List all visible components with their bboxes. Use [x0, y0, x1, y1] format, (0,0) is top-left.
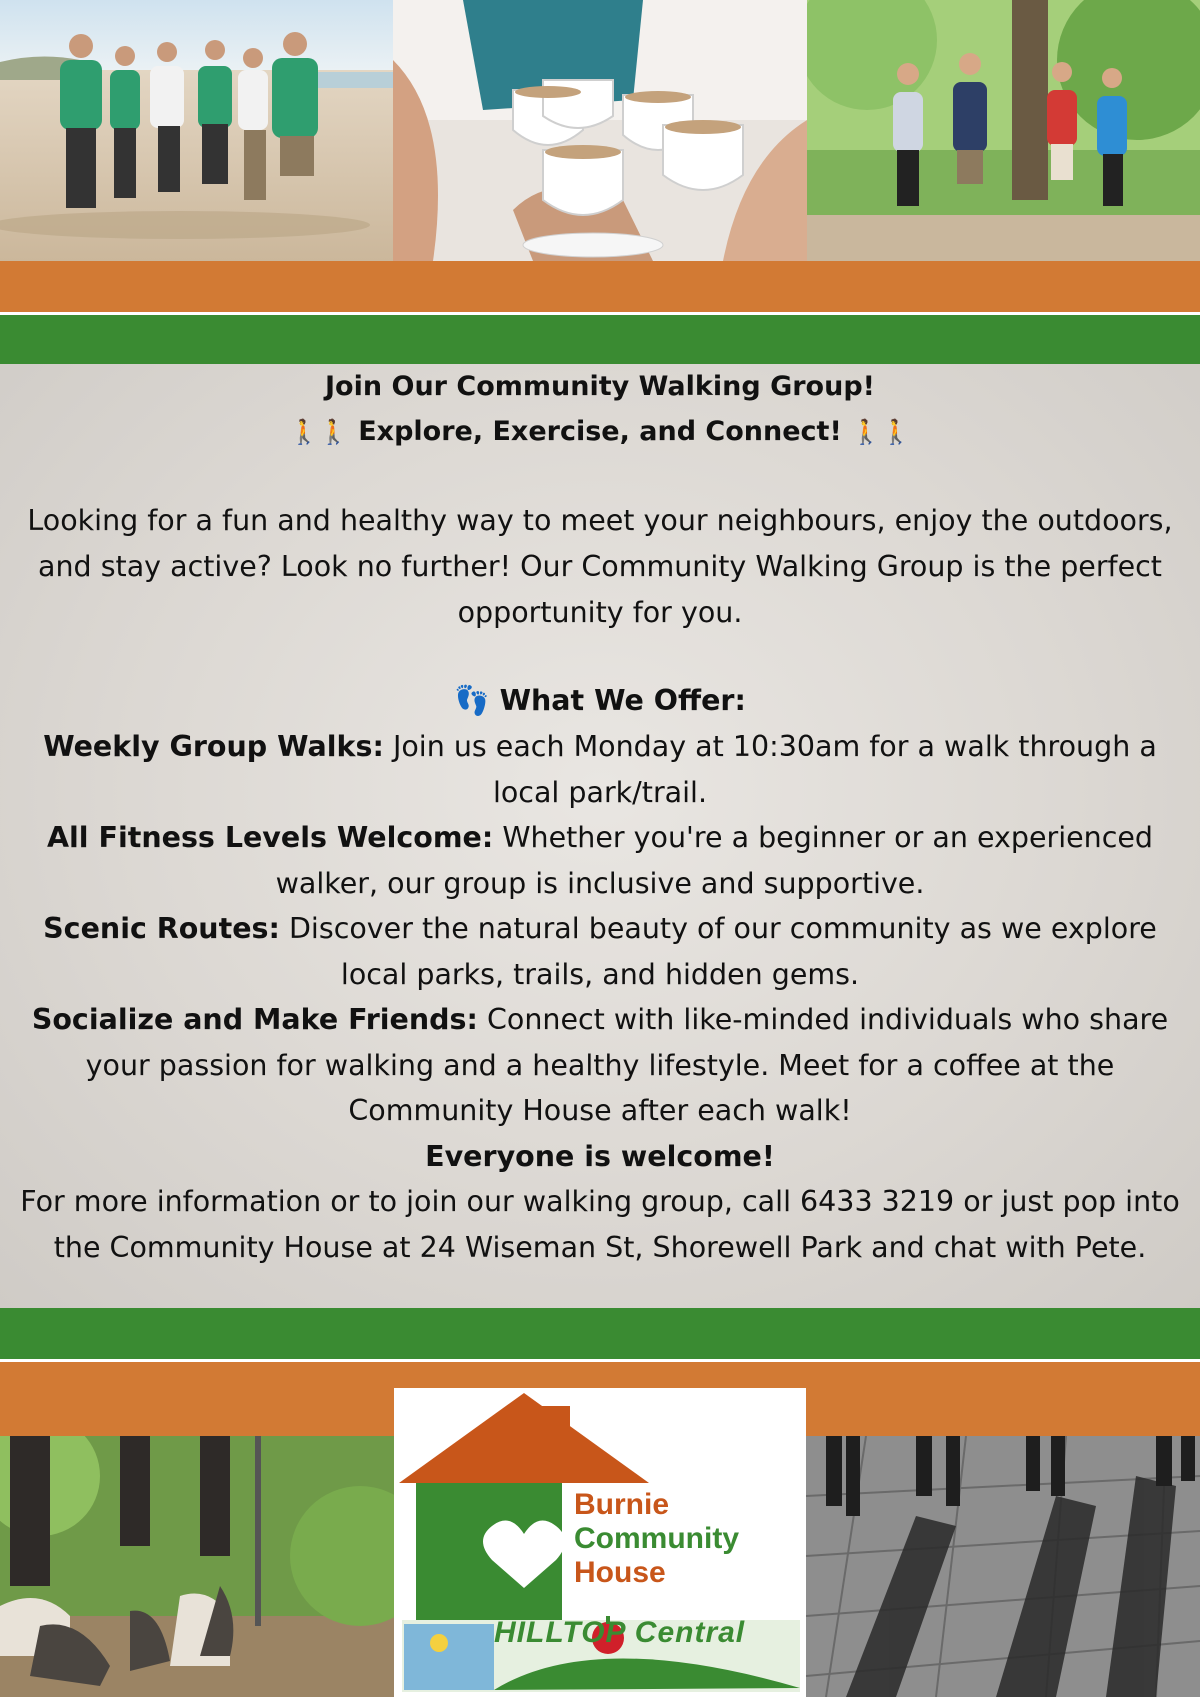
offer-item-weekly-walks [20, 724, 1180, 815]
walking-person-icon: 🚶🚶 [289, 418, 349, 446]
offer-item-label: Weekly Group Walks: [43, 730, 384, 763]
flyer-subtitle [20, 409, 1180, 455]
offer-item-label: Socialize and Make Friends: [31, 1003, 478, 1036]
offer-item-label: Scenic Routes: [43, 912, 280, 945]
hiking-boots-trail-photo [0, 1436, 394, 1697]
offer-item-text: Connect with like-minded individuals who share your passion for walking and a healthy lifestyle. Meet for a coffee at the Community House after each walk! [85, 1003, 1169, 1127]
park-walkers-photo [807, 0, 1200, 261]
bottom-green-band [0, 1308, 1200, 1359]
offer-item-label: All Fitness Levels Welcome: [46, 821, 494, 854]
logo-line-house: House [574, 1556, 666, 1589]
welcome-line: Everyone is welcome! [425, 1139, 775, 1173]
hilltop-central-logo: HILLTOP Central [494, 1616, 746, 1649]
coffee-cups-toast-photo [393, 0, 807, 261]
top-orange-band [0, 261, 1200, 312]
beach-walkers-photo [0, 0, 393, 261]
offer-item-text: Discover the natural beauty of our community as we explore local parks, trails, and hidden gems. [288, 912, 1157, 991]
offer-item-socialize [20, 997, 1180, 1134]
offer-heading-text: What We Offer: [499, 684, 746, 717]
footprints-icon: 👣 [454, 684, 490, 717]
logo-wordmark [574, 1488, 739, 1590]
walking-person-icon: 🚶🚶 [851, 418, 911, 446]
logo-line-community: Community [574, 1522, 739, 1555]
intro-paragraph: Looking for a fun and healthy way to meet your neighbours, enjoy the outdoors, and stay active? Look no further! Our Community Walking Group is the perfect opportunity for you. [27, 504, 1173, 629]
offer-item-text: Join us each Monday at 10:30am for a walk through a local park/trail. [392, 730, 1157, 809]
burnie-community-house-logo [394, 1388, 806, 1697]
flyer-content [20, 364, 1180, 1270]
pavement-shadows-photo [806, 1436, 1200, 1697]
offer-heading [20, 678, 1180, 724]
logo-line-burnie: Burnie [574, 1488, 670, 1521]
flyer-title: Join Our Community Walking Group! [325, 371, 875, 402]
contact-paragraph: For more information or to join our walking group, call 6433 3219 or just pop into the Community House at 24 Wiseman St, Shorewell Park and chat with Pete. [20, 1185, 1180, 1264]
offer-item-fitness-levels [20, 815, 1180, 906]
offer-item-text: Whether you're a beginner or an experienced walker, our group is inclusive and supportive. [275, 821, 1154, 900]
flyer-subtitle-text: Explore, Exercise, and Connect! [358, 416, 842, 447]
top-green-band [0, 315, 1200, 364]
offer-item-scenic-routes [20, 906, 1180, 997]
